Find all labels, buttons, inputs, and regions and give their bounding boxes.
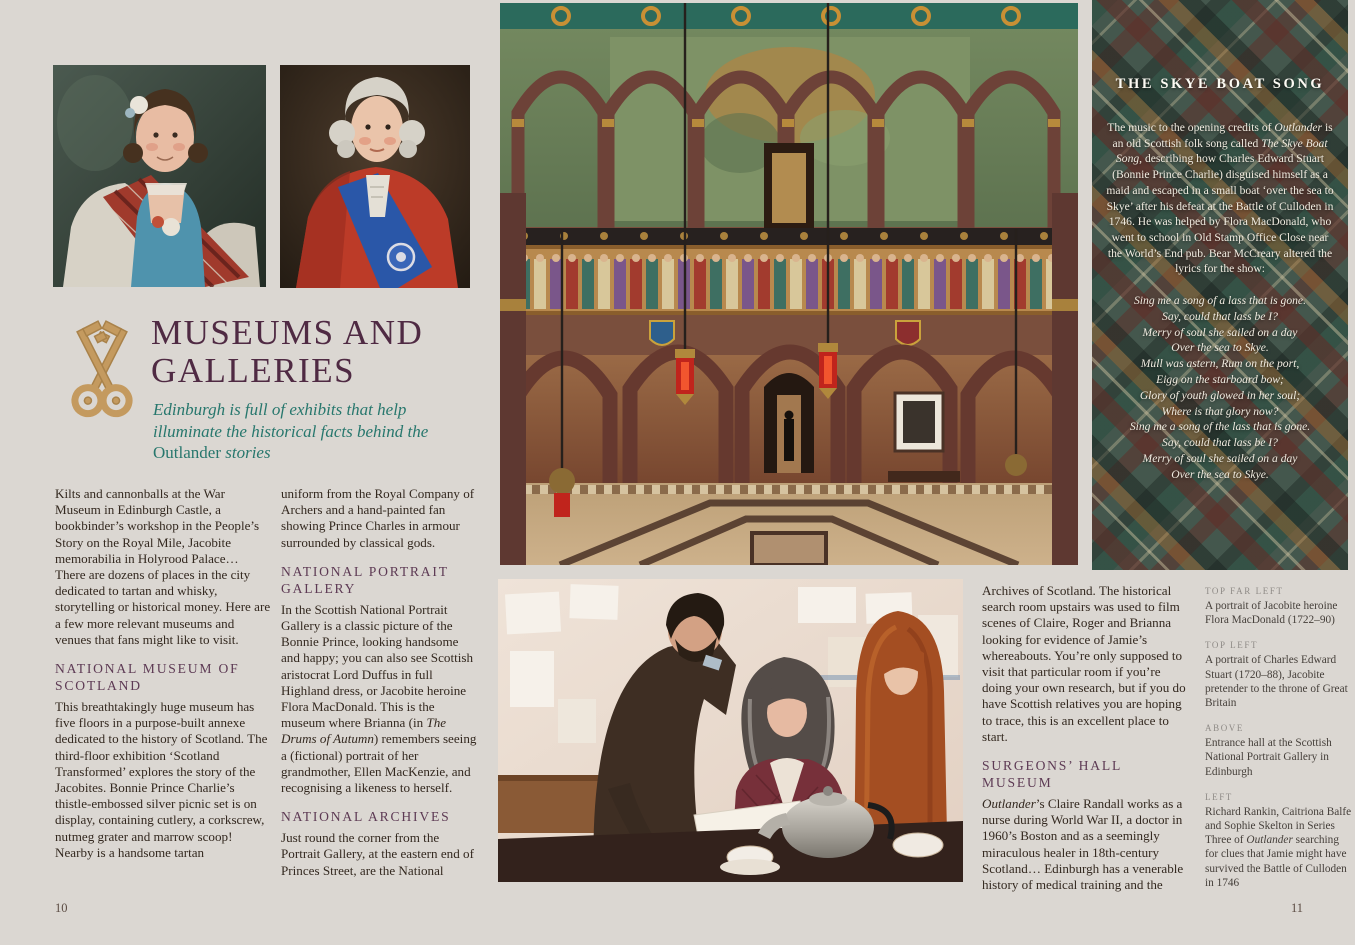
charles-edward-stuart-portrait (280, 65, 470, 288)
page-number-left: 10 (55, 901, 68, 915)
crossed-keys-icon (62, 320, 142, 426)
heading-national-portrait-gallery: NATIONAL PORTRAIT GALLERY (281, 563, 449, 596)
col3-continued-paragraph: Archives of Scotland. The historical search room upstairs was used to film scenes of Claire, Roger and Brianna looking for evidence of Jamie’s whereabouts. You’re only supposed to visit that particular room if you’re doing your own research, but if you do have Scottish relatives you are hoping to trace, this is an excellent place to start. (982, 583, 1186, 744)
charles-edward-stuart-portrait-image (280, 65, 470, 288)
col1-body-paragraph: This breathtakingly huge museum has five floors in a purpose-built annexe dedicated to the history of Scotland. The third-floor exhibition ‘Scotland Transformed’ explores the story of the Jacobites. Bonnie Prince Charlie’s thistle-embossed silver picnic set is on display, containing cutlery, a corkscrew, nutmeg grater and marrow scoop! Nearby is a handsome tartan (55, 699, 268, 860)
caption-label: TOP LEFT (1205, 640, 1259, 651)
col2-archives-paragraph: Just round the corner from the Portrait Gallery, at the eastern end of Princes Street, are the National (281, 830, 474, 878)
portrait-gallery-entrance-hall-image (500, 3, 1078, 565)
outlander-archives-scene-image (498, 579, 963, 882)
caption-top-left (1205, 640, 1353, 710)
caption-label: ABOVE (1205, 723, 1244, 734)
skye-boat-song-intro: The music to the opening credits of Outlander is an old Scottish folk song called The Skye Boat Song, describing how Charles Edward Stuart (Bonnie Prince Charlie) disguised himself as a maid and escaped in a small boat ‘over the sea to Skye’ after his defeat at the Battle of Culloden in 1746. He was helped by Flora MacDonald, who went to school in Old Stamp Office Close near the World’s End pub. Bear McCreary altered the lyrics for the show: (1106, 121, 1334, 276)
caption-top-far-left (1205, 586, 1353, 627)
portrait-gallery-entrance-hall-photo (500, 3, 1078, 565)
col1-intro-paragraph: Kilts and cannonballs at the War Museum in Edinburgh Castle, a bookbinder’s workshop in the People’s Story on the Royal Mile, Jacobite memorabilia in Holyrood Palace… There are dozens of places in the city dedicated to tartan and whisky, storytelling or historical money. Here are a few more relevant museums and venues that fans might like to visit. (55, 486, 271, 647)
caption-text: Richard Rankin, Caitriona Balfe and Sophie Skelton in Series Three of Outlander searching for clues that Jamie might have survived the Battle of Culloden in 1746 (1205, 805, 1352, 889)
col2-continued-paragraph: uniform from the Royal Company of Archers and a hand-painted fan showing Prince Charles in armour surrounded by classical gods. (281, 486, 475, 550)
skye-boat-song-lyrics: Sing me a song of a lass that is gone. Say, could that lass be I? Merry of soul she sailed on a day Over the sea to Skye. Mull was astern, Rum on the port, Eigg on the starboard bow; Glory of youth glowed in her soul; Where is that glory now? Sing me a song of the lass that is gone. Say, could that lass be I? Merry of soul she sailed on a day Over the sea to Skye. (1129, 294, 1311, 481)
col2-portrait-gallery-paragraph: In the Scottish National Portrait Gallery is a classic picture of the Bonnie Prince, looking handsome and happy; you can also see Scottish aristocrat Lord Duffus in full Highland dress, or Jacobite heroine Flora MacDonald. This is the museum where Brianna (in The Drums of Autumn) remembers seeing a (fictional) portrait of her grandmother, Ellen MacKenzie, and recognising a likeness to herself. (281, 601, 477, 796)
page-title (151, 314, 423, 390)
page-title-line2: GALLERIES (151, 351, 356, 390)
outlander-archives-scene-photo (498, 579, 963, 882)
body-column-2 (281, 486, 477, 887)
skye-boat-song-heading: THE SKYE BOAT SONG (1115, 76, 1325, 92)
caption-label: TOP FAR LEFT (1205, 586, 1284, 596)
page-subtitle: Edinburgh is full of exhibits that help illuminate the historical facts behind the Outlander stories (153, 400, 429, 462)
caption-text: A portrait of Charles Edward Stuart (1720–88), Jacobite pretender to the throne of Great Britain (1205, 654, 1348, 710)
caption-above (1205, 723, 1353, 779)
body-column-1 (55, 486, 271, 869)
caption-column (1205, 586, 1353, 903)
caption-label: LEFT (1205, 791, 1233, 802)
caption-left (1205, 792, 1353, 890)
caption-text: Entrance hall at the Scottish National Portrait Gallery in Edinburgh (1205, 737, 1332, 778)
skye-boat-song-panel (1092, 0, 1348, 570)
body-column-3 (982, 583, 1192, 901)
heading-national-archives: NATIONAL ARCHIVES (281, 809, 451, 825)
page-number-right: 11 (1291, 901, 1304, 915)
heading-surgeons-hall-museum: SURGEONS’ HALL MUSEUM (982, 758, 1122, 791)
flora-macdonald-portrait (53, 65, 266, 287)
heading-national-museum-of-scotland: NATIONAL MUSEUM OF SCOTLAND (55, 661, 240, 694)
flora-macdonald-portrait-image (53, 65, 266, 287)
col3-body-paragraph: Outlander’s Claire Randall works as a nurse during World War II, a doctor in 1960’s Boston and as a seemingly miraculous healer in 18th-century Scotland… Edinburgh has a venerable history of medical training and the (982, 796, 1184, 893)
caption-text: A portrait of Jacobite heroine Flora MacDonald (1722–90) (1205, 600, 1338, 627)
page-title-line1: MUSEUMS AND (151, 313, 424, 352)
